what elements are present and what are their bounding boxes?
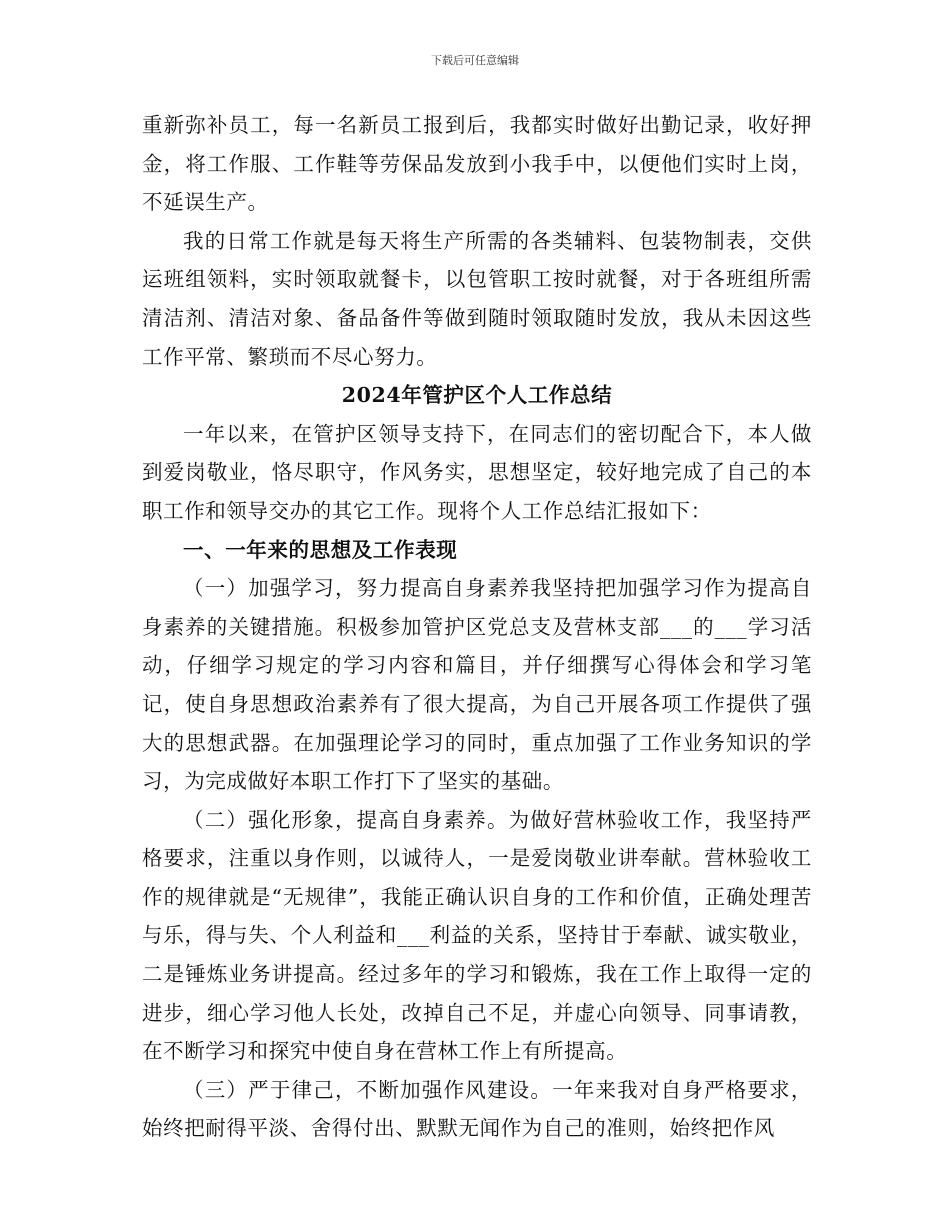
- paragraph-continuation: 重新弥补员工，每一名新员工报到后，我都实时做好出勤记录，收好押金，将工作服、工作鞋等劳保品发放到小我手中，以便他们实时上岗，不延误生产。: [142, 113, 812, 215]
- paragraph-image: （二）强化形象，提高自身素养。为做好营林验收工作，我坚持严格要求，注重以身作则，以诚待人，一是爱岗敬业讲奉献。营林验收工作的规律就是“无规律”，我能正确认识自身的工作和价值，正确处理苦与乐，得与失、个人利益和___利益的关系，坚持甘于奉献、诚实敬业，二是锤炼业务讲提高。经过多年的学习和锻炼，我在工作上取得一定的进步，细心学习他人长处，改掉自己不足，并虚心向领导、同事请教，在不断学习和探究中使自身在营林工作上有所提高。: [142, 807, 812, 1064]
- paragraph-intro: 一年以来，在管护区领导支持下，在同志们的密切配合下，本人做到爱岗敬业，恪尽职守，作风务实，思想坚定，较好地完成了自己的本职工作和领导交办的其它工作。现将个人工作总结汇报如下：: [142, 421, 812, 523]
- paragraph-daily-work: 我的日常工作就是每天将生产所需的各类辅料、包装物制表，交供运班组领料，实时领取就餐卡，以包管职工按时就餐，对于各班组所需清洁剂、清洁对象、备品备件等做到随时领取随时发放，我从未因这些工作平常、繁琐而不尽心努力。: [142, 228, 812, 369]
- document-body: [142, 106, 812, 1148]
- section-heading-1: 一、一年来的思想及工作表现: [183, 537, 458, 562]
- document-title: 2024年管护区个人工作总结: [341, 383, 613, 408]
- paragraph-study: （一）加强学习，努力提高自身素养我坚持把加强学习作为提高自身素养的关键措施。积极参加管护区党总支及营林支部___的___学习活动，仔细学习规定的学习内容和篇目，并仔细撰写心得体会和学习笔记，使自身思想政治素养有了很大提高，为自己开展各项工作提供了强大的思想武器。在加强理论学习的同时，重点加强了工作业务知识的学习，为完成做好本职工作打下了坚实的基础。: [142, 576, 812, 794]
- paragraph-discipline: （三）严于律己，不断加强作风建设。一年来我对自身严格要求，始终把耐得平淡、舍得付出、默默无闻作为自己的准则，始终把作风: [142, 1077, 812, 1141]
- page-header-note: 下载后可任意编辑: [431, 54, 519, 67]
